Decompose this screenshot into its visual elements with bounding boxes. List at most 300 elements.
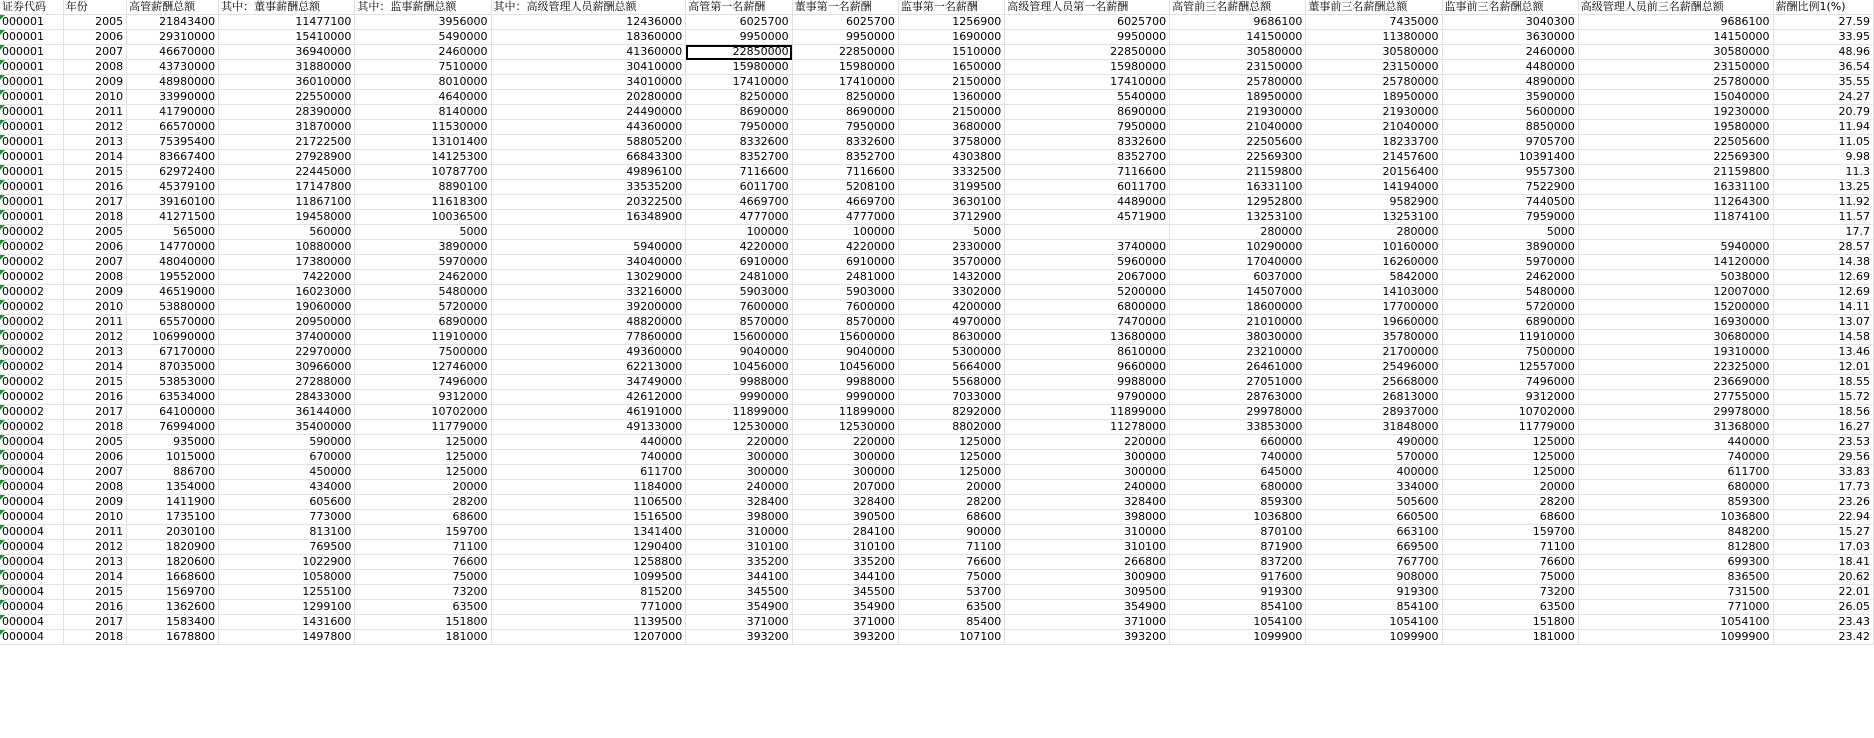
error-indicator-icon[interactable] bbox=[0, 330, 5, 335]
data-cell[interactable]: 4890000 bbox=[1442, 75, 1578, 90]
data-cell[interactable]: 605600 bbox=[219, 495, 355, 510]
data-cell[interactable]: 22970000 bbox=[219, 345, 355, 360]
data-cell[interactable]: 8010000 bbox=[355, 75, 491, 90]
data-cell[interactable]: 76600 bbox=[355, 555, 491, 570]
data-cell[interactable]: 7500000 bbox=[355, 345, 491, 360]
data-cell[interactable]: 12952800 bbox=[1170, 195, 1306, 210]
data-cell[interactable]: 75000 bbox=[355, 570, 491, 585]
data-cell[interactable]: 14125300 bbox=[355, 150, 491, 165]
data-cell[interactable]: 1054100 bbox=[1578, 615, 1773, 630]
column-header[interactable]: 高管薪酬总额 bbox=[127, 0, 219, 15]
data-cell[interactable]: 371000 bbox=[792, 615, 898, 630]
data-cell[interactable]: 31880000 bbox=[219, 60, 355, 75]
data-cell[interactable]: 300000 bbox=[792, 450, 898, 465]
security-code-cell[interactable] bbox=[0, 255, 63, 270]
data-cell[interactable]: 7422000 bbox=[219, 270, 355, 285]
data-cell[interactable]: 11.57 bbox=[1773, 210, 1874, 225]
error-indicator-icon[interactable] bbox=[0, 555, 5, 560]
data-cell[interactable]: 2150000 bbox=[898, 105, 1004, 120]
data-cell[interactable]: 23.43 bbox=[1773, 615, 1874, 630]
data-cell[interactable]: 17410000 bbox=[686, 75, 792, 90]
data-cell[interactable]: 17040000 bbox=[1170, 255, 1306, 270]
data-cell[interactable]: 1820600 bbox=[127, 555, 219, 570]
data-cell[interactable]: 5568000 bbox=[898, 375, 1004, 390]
data-cell[interactable]: 1354000 bbox=[127, 480, 219, 495]
data-cell[interactable]: 611700 bbox=[1578, 465, 1773, 480]
data-cell[interactable]: 4669700 bbox=[686, 195, 792, 210]
data-cell[interactable]: 10160000 bbox=[1306, 240, 1442, 255]
data-cell[interactable]: 767700 bbox=[1306, 555, 1442, 570]
column-header[interactable]: 监事第一名薪酬 bbox=[898, 0, 1004, 15]
data-cell[interactable]: 9312000 bbox=[355, 390, 491, 405]
data-cell[interactable]: 10391400 bbox=[1442, 150, 1578, 165]
data-cell[interactable]: 28200 bbox=[898, 495, 1004, 510]
data-cell[interactable]: 2013 bbox=[63, 555, 126, 570]
data-cell[interactable]: 125000 bbox=[898, 465, 1004, 480]
data-cell[interactable]: 310000 bbox=[686, 525, 792, 540]
data-cell[interactable]: 1569700 bbox=[127, 585, 219, 600]
data-cell[interactable]: 85400 bbox=[898, 615, 1004, 630]
data-cell[interactable]: 4669700 bbox=[792, 195, 898, 210]
data-cell[interactable]: 41360000 bbox=[491, 45, 686, 60]
data-cell[interactable]: 3630000 bbox=[1442, 30, 1578, 45]
data-cell[interactable]: 13253100 bbox=[1170, 210, 1306, 225]
data-cell[interactable]: 21040000 bbox=[1170, 120, 1306, 135]
data-cell[interactable]: 11910000 bbox=[355, 330, 491, 345]
data-cell[interactable]: 9.98 bbox=[1773, 150, 1874, 165]
data-cell[interactable]: 23.26 bbox=[1773, 495, 1874, 510]
data-cell[interactable]: 14.11 bbox=[1773, 300, 1874, 315]
data-cell[interactable]: 2015 bbox=[63, 165, 126, 180]
data-cell[interactable]: 62213000 bbox=[491, 360, 686, 375]
data-cell[interactable]: 30680000 bbox=[1578, 330, 1773, 345]
error-indicator-icon[interactable] bbox=[0, 360, 5, 365]
data-cell[interactable]: 935000 bbox=[127, 435, 219, 450]
error-indicator-icon[interactable] bbox=[0, 420, 5, 425]
data-cell[interactable]: 39200000 bbox=[491, 300, 686, 315]
data-cell[interactable]: 30580000 bbox=[1306, 45, 1442, 60]
data-cell[interactable]: 6890000 bbox=[355, 315, 491, 330]
data-cell[interactable]: 29978000 bbox=[1170, 405, 1306, 420]
data-cell[interactable]: 310100 bbox=[1005, 540, 1170, 555]
data-cell[interactable]: 1360000 bbox=[898, 90, 1004, 105]
data-cell[interactable]: 6011700 bbox=[686, 180, 792, 195]
data-cell[interactable]: 9040000 bbox=[792, 345, 898, 360]
data-cell[interactable]: 27755000 bbox=[1578, 390, 1773, 405]
data-cell[interactable]: 17.03 bbox=[1773, 540, 1874, 555]
data-cell[interactable]: 6890000 bbox=[1442, 315, 1578, 330]
data-cell[interactable]: 22445000 bbox=[219, 165, 355, 180]
data-cell[interactable]: 125000 bbox=[898, 450, 1004, 465]
error-indicator-icon[interactable] bbox=[0, 405, 5, 410]
data-cell[interactable]: 31870000 bbox=[219, 120, 355, 135]
data-cell[interactable]: 1411900 bbox=[127, 495, 219, 510]
data-cell[interactable]: 34749000 bbox=[491, 375, 686, 390]
data-cell[interactable]: 11380000 bbox=[1306, 30, 1442, 45]
data-cell[interactable]: 22569300 bbox=[1578, 150, 1773, 165]
data-cell[interactable]: 27288000 bbox=[219, 375, 355, 390]
data-cell[interactable]: 87035000 bbox=[127, 360, 219, 375]
column-header[interactable]: 其中：高级管理人员薪酬总额 bbox=[491, 0, 686, 15]
data-cell[interactable]: 1036800 bbox=[1170, 510, 1306, 525]
data-cell[interactable]: 14150000 bbox=[1170, 30, 1306, 45]
data-cell[interactable]: 10880000 bbox=[219, 240, 355, 255]
data-cell[interactable]: 14.38 bbox=[1773, 255, 1874, 270]
column-header[interactable]: 其中：监事薪酬总额 bbox=[355, 0, 491, 15]
security-code-cell[interactable] bbox=[0, 300, 63, 315]
data-cell[interactable]: 371000 bbox=[1005, 615, 1170, 630]
data-cell[interactable]: 6910000 bbox=[792, 255, 898, 270]
security-code-cell[interactable] bbox=[0, 525, 63, 540]
data-cell[interactable]: 30580000 bbox=[1170, 45, 1306, 60]
data-cell[interactable]: 7600000 bbox=[686, 300, 792, 315]
data-cell[interactable]: 7116600 bbox=[1005, 165, 1170, 180]
error-indicator-icon[interactable] bbox=[0, 540, 5, 545]
data-cell[interactable]: 240000 bbox=[1005, 480, 1170, 495]
data-cell[interactable]: 11264300 bbox=[1578, 195, 1773, 210]
data-cell[interactable]: 2006 bbox=[63, 30, 126, 45]
data-cell[interactable]: 4480000 bbox=[1442, 60, 1578, 75]
data-cell[interactable]: 7496000 bbox=[355, 375, 491, 390]
error-indicator-icon[interactable] bbox=[0, 315, 5, 320]
data-cell[interactable]: 16348900 bbox=[491, 210, 686, 225]
data-cell[interactable]: 1650000 bbox=[898, 60, 1004, 75]
data-cell[interactable]: 12436000 bbox=[491, 15, 686, 30]
data-cell[interactable]: 11910000 bbox=[1442, 330, 1578, 345]
error-indicator-icon[interactable] bbox=[0, 15, 5, 20]
data-cell[interactable]: 769500 bbox=[219, 540, 355, 555]
data-cell[interactable]: 159700 bbox=[355, 525, 491, 540]
data-cell[interactable]: 16930000 bbox=[1578, 315, 1773, 330]
data-cell[interactable]: 31848000 bbox=[1306, 420, 1442, 435]
data-cell[interactable]: 23210000 bbox=[1170, 345, 1306, 360]
data-cell[interactable]: 12007000 bbox=[1578, 285, 1773, 300]
data-cell[interactable]: 854100 bbox=[1306, 600, 1442, 615]
security-code-cell[interactable] bbox=[0, 180, 63, 195]
data-cell[interactable]: 9950000 bbox=[1005, 30, 1170, 45]
data-cell[interactable]: 3956000 bbox=[355, 15, 491, 30]
data-cell[interactable]: 19458000 bbox=[219, 210, 355, 225]
data-cell[interactable]: 28200 bbox=[1442, 495, 1578, 510]
data-cell[interactable]: 1668600 bbox=[127, 570, 219, 585]
data-cell[interactable]: 207000 bbox=[792, 480, 898, 495]
data-cell[interactable]: 2010 bbox=[63, 300, 126, 315]
data-cell[interactable]: 334000 bbox=[1306, 480, 1442, 495]
data-cell[interactable]: 3680000 bbox=[898, 120, 1004, 135]
data-cell[interactable]: 14120000 bbox=[1578, 255, 1773, 270]
data-cell[interactable]: 2460000 bbox=[355, 45, 491, 60]
data-cell[interactable]: 53700 bbox=[898, 585, 1004, 600]
data-cell[interactable]: 1054100 bbox=[1170, 615, 1306, 630]
data-cell[interactable]: 2017 bbox=[63, 195, 126, 210]
data-cell[interactable]: 44360000 bbox=[491, 120, 686, 135]
data-cell[interactable]: 280000 bbox=[1170, 225, 1306, 240]
data-cell[interactable]: 7600000 bbox=[792, 300, 898, 315]
data-cell[interactable]: 2016 bbox=[63, 600, 126, 615]
data-cell[interactable]: 5720000 bbox=[355, 300, 491, 315]
data-cell[interactable]: 25780000 bbox=[1578, 75, 1773, 90]
data-cell[interactable]: 8610000 bbox=[1005, 345, 1170, 360]
data-cell[interactable]: 23150000 bbox=[1170, 60, 1306, 75]
data-cell[interactable]: 48.96 bbox=[1773, 45, 1874, 60]
data-cell[interactable]: 2007 bbox=[63, 255, 126, 270]
data-cell[interactable]: 8690000 bbox=[1005, 105, 1170, 120]
data-cell[interactable]: 7116600 bbox=[686, 165, 792, 180]
data-cell[interactable]: 41271500 bbox=[127, 210, 219, 225]
security-code-cell[interactable] bbox=[0, 630, 63, 645]
data-cell[interactable]: 21722500 bbox=[219, 135, 355, 150]
data-cell[interactable]: 2005 bbox=[63, 15, 126, 30]
data-cell[interactable]: 5000 bbox=[1442, 225, 1578, 240]
data-cell[interactable]: 15600000 bbox=[686, 330, 792, 345]
data-cell[interactable]: 22850000 bbox=[1005, 45, 1170, 60]
data-cell[interactable]: 125000 bbox=[355, 435, 491, 450]
data-cell[interactable]: 49133000 bbox=[491, 420, 686, 435]
data-cell[interactable]: 8332600 bbox=[1005, 135, 1170, 150]
security-code-cell[interactable] bbox=[0, 210, 63, 225]
data-cell[interactable]: 29310000 bbox=[127, 30, 219, 45]
data-cell[interactable]: 9040000 bbox=[686, 345, 792, 360]
data-cell[interactable]: 3712900 bbox=[898, 210, 1004, 225]
data-cell[interactable]: 6800000 bbox=[1005, 300, 1170, 315]
data-cell[interactable]: 2018 bbox=[63, 420, 126, 435]
data-cell[interactable]: 5000 bbox=[355, 225, 491, 240]
security-code-cell[interactable] bbox=[0, 450, 63, 465]
data-cell[interactable]: 440000 bbox=[1578, 435, 1773, 450]
error-indicator-icon[interactable] bbox=[0, 465, 5, 470]
security-code-cell[interactable] bbox=[0, 195, 63, 210]
data-cell[interactable]: 29.56 bbox=[1773, 450, 1874, 465]
data-cell[interactable]: 771000 bbox=[491, 600, 686, 615]
data-cell[interactable]: 4220000 bbox=[792, 240, 898, 255]
data-cell[interactable]: 125000 bbox=[1442, 435, 1578, 450]
data-cell[interactable]: 14.58 bbox=[1773, 330, 1874, 345]
data-cell[interactable]: 9312000 bbox=[1442, 390, 1578, 405]
data-cell[interactable]: 17380000 bbox=[219, 255, 355, 270]
data-cell[interactable]: 14507000 bbox=[1170, 285, 1306, 300]
data-cell[interactable]: 14150000 bbox=[1578, 30, 1773, 45]
data-cell[interactable]: 300000 bbox=[1005, 450, 1170, 465]
data-cell[interactable]: 1099500 bbox=[491, 570, 686, 585]
data-cell[interactable]: 8850000 bbox=[1442, 120, 1578, 135]
data-cell[interactable]: 3040300 bbox=[1442, 15, 1578, 30]
data-cell[interactable]: 848200 bbox=[1578, 525, 1773, 540]
data-cell[interactable]: 16331100 bbox=[1170, 180, 1306, 195]
data-cell[interactable]: 400000 bbox=[1306, 465, 1442, 480]
data-cell[interactable]: 9790000 bbox=[1005, 390, 1170, 405]
column-header[interactable]: 监事前三名薪酬总额 bbox=[1442, 0, 1578, 15]
security-code-cell[interactable] bbox=[0, 495, 63, 510]
error-indicator-icon[interactable] bbox=[0, 615, 5, 620]
data-cell[interactable]: 20000 bbox=[1442, 480, 1578, 495]
data-cell[interactable]: 5600000 bbox=[1442, 105, 1578, 120]
data-cell[interactable]: 590000 bbox=[219, 435, 355, 450]
data-cell[interactable]: 48040000 bbox=[127, 255, 219, 270]
security-code-cell[interactable] bbox=[0, 510, 63, 525]
data-cell[interactable]: 28763000 bbox=[1170, 390, 1306, 405]
data-cell[interactable]: 669500 bbox=[1306, 540, 1442, 555]
data-cell[interactable]: 9582900 bbox=[1306, 195, 1442, 210]
security-code-cell[interactable] bbox=[0, 480, 63, 495]
security-code-cell[interactable] bbox=[0, 540, 63, 555]
data-cell[interactable]: 859300 bbox=[1578, 495, 1773, 510]
data-cell[interactable]: 42612000 bbox=[491, 390, 686, 405]
data-cell[interactable]: 2007 bbox=[63, 465, 126, 480]
data-cell[interactable]: 76600 bbox=[1442, 555, 1578, 570]
data-cell[interactable]: 1139500 bbox=[491, 615, 686, 630]
data-cell[interactable]: 11874100 bbox=[1578, 210, 1773, 225]
data-cell[interactable]: 450000 bbox=[219, 465, 355, 480]
data-cell[interactable]: 1690000 bbox=[898, 30, 1004, 45]
data-cell[interactable]: 11.92 bbox=[1773, 195, 1874, 210]
data-cell[interactable]: 1432000 bbox=[898, 270, 1004, 285]
data-cell[interactable]: 3199500 bbox=[898, 180, 1004, 195]
data-cell[interactable]: 13680000 bbox=[1005, 330, 1170, 345]
data-cell[interactable]: 2009 bbox=[63, 285, 126, 300]
data-cell[interactable]: 8352700 bbox=[792, 150, 898, 165]
data-cell[interactable]: 1184000 bbox=[491, 480, 686, 495]
security-code-cell[interactable] bbox=[0, 330, 63, 345]
data-cell[interactable]: 6011700 bbox=[1005, 180, 1170, 195]
data-cell[interactable]: 11779000 bbox=[1442, 420, 1578, 435]
data-cell[interactable]: 24490000 bbox=[491, 105, 686, 120]
data-cell[interactable]: 1106500 bbox=[491, 495, 686, 510]
data-cell[interactable]: 17.7 bbox=[1773, 225, 1874, 240]
data-cell[interactable]: 125000 bbox=[898, 435, 1004, 450]
data-cell[interactable]: 7950000 bbox=[1005, 120, 1170, 135]
data-cell[interactable]: 1054100 bbox=[1306, 615, 1442, 630]
data-cell[interactable]: 1036800 bbox=[1578, 510, 1773, 525]
data-cell[interactable]: 836500 bbox=[1578, 570, 1773, 585]
data-cell[interactable]: 2481000 bbox=[792, 270, 898, 285]
data-cell[interactable]: 699300 bbox=[1578, 555, 1773, 570]
data-cell[interactable]: 2006 bbox=[63, 450, 126, 465]
error-indicator-icon[interactable] bbox=[0, 180, 5, 185]
data-cell[interactable]: 10036500 bbox=[355, 210, 491, 225]
data-cell[interactable]: 34040000 bbox=[491, 255, 686, 270]
data-cell[interactable]: 83667400 bbox=[127, 150, 219, 165]
data-cell[interactable]: 5300000 bbox=[898, 345, 1004, 360]
data-cell[interactable]: 919300 bbox=[1170, 585, 1306, 600]
error-indicator-icon[interactable] bbox=[0, 570, 5, 575]
data-cell[interactable]: 7510000 bbox=[355, 60, 491, 75]
data-cell[interactable]: 107100 bbox=[898, 630, 1004, 645]
data-cell[interactable]: 23669000 bbox=[1578, 375, 1773, 390]
data-cell[interactable]: 21159800 bbox=[1170, 165, 1306, 180]
data-cell[interactable]: 9660000 bbox=[1005, 360, 1170, 375]
data-cell[interactable]: 813100 bbox=[219, 525, 355, 540]
data-cell[interactable]: 266800 bbox=[1005, 555, 1170, 570]
data-cell[interactable]: 398000 bbox=[686, 510, 792, 525]
data-cell[interactable]: 870100 bbox=[1170, 525, 1306, 540]
error-indicator-icon[interactable] bbox=[0, 585, 5, 590]
data-cell[interactable]: 15.72 bbox=[1773, 390, 1874, 405]
data-cell[interactable]: 680000 bbox=[1170, 480, 1306, 495]
data-cell[interactable]: 1431600 bbox=[219, 615, 355, 630]
data-cell[interactable]: 12530000 bbox=[686, 420, 792, 435]
data-cell[interactable]: 100000 bbox=[792, 225, 898, 240]
data-cell[interactable]: 66570000 bbox=[127, 120, 219, 135]
data-cell[interactable]: 21930000 bbox=[1306, 105, 1442, 120]
data-cell[interactable]: 22850000 bbox=[792, 45, 898, 60]
data-cell[interactable]: 9988000 bbox=[792, 375, 898, 390]
data-cell[interactable]: 5000 bbox=[898, 225, 1004, 240]
error-indicator-icon[interactable] bbox=[0, 195, 5, 200]
data-cell[interactable]: 181000 bbox=[355, 630, 491, 645]
error-indicator-icon[interactable] bbox=[0, 150, 5, 155]
data-cell[interactable]: 12.69 bbox=[1773, 285, 1874, 300]
data-cell[interactable]: 12.69 bbox=[1773, 270, 1874, 285]
data-cell[interactable]: 2010 bbox=[63, 510, 126, 525]
data-cell[interactable]: 17147800 bbox=[219, 180, 355, 195]
data-cell[interactable]: 46670000 bbox=[127, 45, 219, 60]
data-cell[interactable]: 12.01 bbox=[1773, 360, 1874, 375]
data-cell[interactable]: 26813000 bbox=[1306, 390, 1442, 405]
data-cell[interactable]: 76600 bbox=[898, 555, 1004, 570]
data-cell[interactable]: 917600 bbox=[1170, 570, 1306, 585]
data-cell[interactable]: 13029000 bbox=[491, 270, 686, 285]
security-code-cell[interactable] bbox=[0, 555, 63, 570]
data-cell[interactable]: 18.55 bbox=[1773, 375, 1874, 390]
data-cell[interactable]: 13253100 bbox=[1306, 210, 1442, 225]
data-cell[interactable]: 7950000 bbox=[792, 120, 898, 135]
data-cell[interactable]: 7470000 bbox=[1005, 315, 1170, 330]
data-cell[interactable]: 77860000 bbox=[491, 330, 686, 345]
data-cell[interactable]: 4777000 bbox=[686, 210, 792, 225]
data-cell[interactable]: 1258800 bbox=[491, 555, 686, 570]
data-cell[interactable]: 1256900 bbox=[898, 15, 1004, 30]
data-cell[interactable]: 335200 bbox=[792, 555, 898, 570]
data-cell[interactable]: 6037000 bbox=[1170, 270, 1306, 285]
data-cell[interactable]: 125000 bbox=[355, 465, 491, 480]
data-cell[interactable]: 2010 bbox=[63, 90, 126, 105]
data-cell[interactable]: 17.73 bbox=[1773, 480, 1874, 495]
data-cell[interactable]: 16.27 bbox=[1773, 420, 1874, 435]
data-cell[interactable]: 33.95 bbox=[1773, 30, 1874, 45]
data-cell[interactable]: 33216000 bbox=[491, 285, 686, 300]
data-cell[interactable]: 11779000 bbox=[355, 420, 491, 435]
data-cell[interactable]: 28390000 bbox=[219, 105, 355, 120]
data-cell[interactable]: 3590000 bbox=[1442, 90, 1578, 105]
data-cell[interactable]: 13.07 bbox=[1773, 315, 1874, 330]
data-cell[interactable]: 19230000 bbox=[1578, 105, 1773, 120]
data-cell[interactable]: 20.79 bbox=[1773, 105, 1874, 120]
security-code-cell[interactable] bbox=[0, 75, 63, 90]
data-cell[interactable]: 8140000 bbox=[355, 105, 491, 120]
data-cell[interactable]: 871900 bbox=[1170, 540, 1306, 555]
security-code-cell[interactable] bbox=[0, 435, 63, 450]
data-cell[interactable]: 46519000 bbox=[127, 285, 219, 300]
data-cell[interactable]: 7496000 bbox=[1442, 375, 1578, 390]
data-cell[interactable]: 28.57 bbox=[1773, 240, 1874, 255]
data-cell[interactable]: 328400 bbox=[686, 495, 792, 510]
data-cell[interactable]: 1290400 bbox=[491, 540, 686, 555]
data-cell[interactable]: 2016 bbox=[63, 390, 126, 405]
data-cell[interactable]: 20000 bbox=[898, 480, 1004, 495]
data-cell[interactable]: 4571900 bbox=[1005, 210, 1170, 225]
error-indicator-icon[interactable] bbox=[0, 345, 5, 350]
data-cell[interactable]: 68600 bbox=[355, 510, 491, 525]
data-cell[interactable]: 23150000 bbox=[1578, 60, 1773, 75]
security-code-cell[interactable] bbox=[0, 600, 63, 615]
data-cell[interactable]: 4200000 bbox=[898, 300, 1004, 315]
data-cell[interactable]: 53853000 bbox=[127, 375, 219, 390]
data-cell[interactable]: 2012 bbox=[63, 330, 126, 345]
error-indicator-icon[interactable] bbox=[0, 300, 5, 305]
data-cell[interactable]: 63500 bbox=[355, 600, 491, 615]
data-cell[interactable]: 2015 bbox=[63, 585, 126, 600]
data-cell[interactable]: 3890000 bbox=[1442, 240, 1578, 255]
